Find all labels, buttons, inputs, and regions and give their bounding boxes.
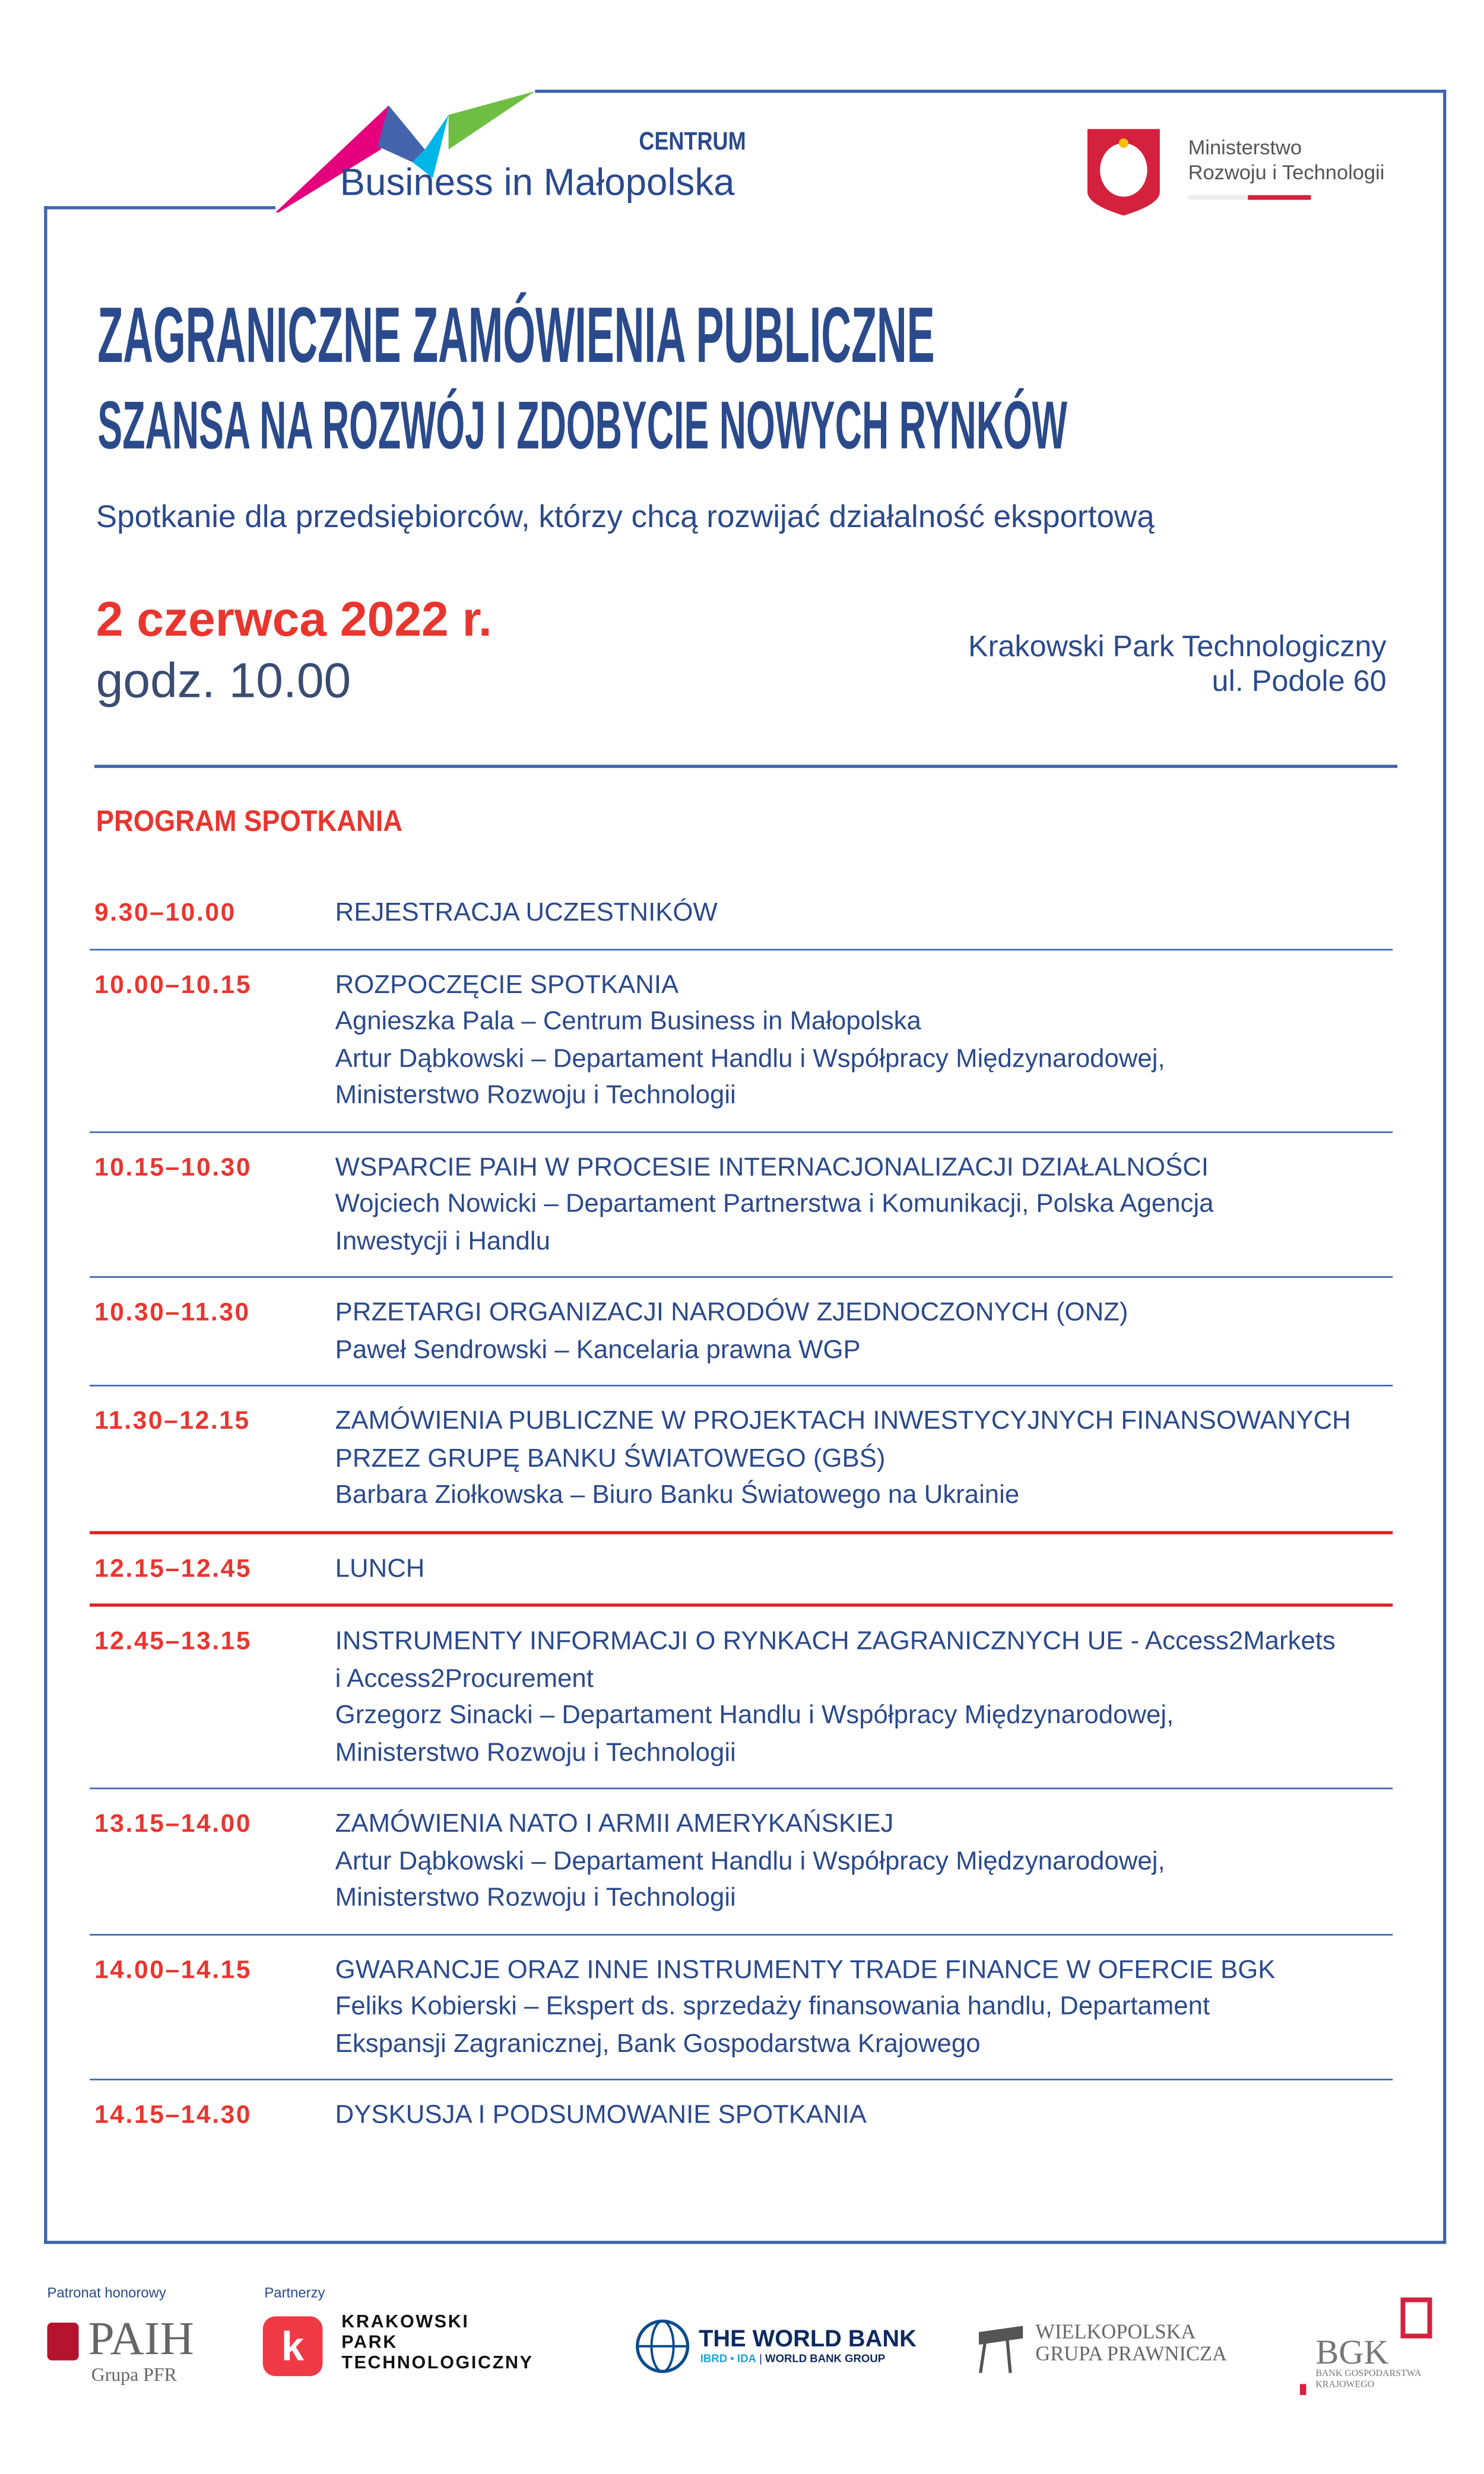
program-item-detail: Wojciech Nowicki – Departament Partnerstwa i Komunikacji, Polska Agencja — [335, 1190, 1214, 1218]
program-description — [335, 1150, 1214, 1261]
program-item-detail: PRZEZ GRUPĘ BANKU ŚWIATOWEGO (GBŚ) — [335, 1444, 886, 1473]
program-description — [335, 1295, 1128, 1369]
frame-left — [44, 206, 47, 2244]
program-item-title: INSTRUMENTY INFORMACJI O RYNKACH ZAGRANICZNYCH UE - Access2Markets — [335, 1627, 1336, 1655]
paih-logo-icon — [47, 2323, 79, 2361]
program-time: 10.15–10.30 — [94, 1154, 252, 1181]
divider — [94, 765, 1397, 767]
program-description — [335, 1624, 1336, 1772]
location-address: ul. Podole 60 — [1212, 665, 1387, 699]
partners-label: Partnerzy — [264, 2285, 325, 2301]
program-item-detail: Artur Dąbkowski – Departament Handlu i Współpracy Międzynarodowej, — [335, 1044, 1165, 1073]
program-item-title: REJESTRACJA UCZESTNIKÓW — [335, 898, 718, 927]
program-item-detail: Barbara Ziołkowska – Biuro Banku Światowego na Ukrainie — [335, 1480, 1020, 1509]
program-item-detail: Ekspansji Zagranicznej, Bank Gospodarstwa Krajowego — [335, 2029, 981, 2058]
ministry-line1: Ministerstwo — [1188, 135, 1302, 159]
wgp-line2: GRUPA PRAWNICZA — [1035, 2341, 1227, 2365]
program-row — [90, 1935, 1393, 2080]
polish-eagle-emblem-icon — [1086, 126, 1161, 217]
patronage-label: Patronat honorowy — [47, 2285, 166, 2301]
ministry-logo-text — [1188, 135, 1385, 186]
program-row — [90, 1132, 1393, 1277]
bgk-line1: BANK GOSPODARSTWA — [1315, 2370, 1422, 2380]
program-item-title: ZAMÓWIENIA NATO I ARMII AMERYKAŃSKIEJ — [335, 1809, 894, 1838]
event-title: ZAGRANICZNE ZAMÓWIENIA PUBLICZNE — [97, 291, 935, 379]
frame-top — [535, 90, 1446, 93]
program-row — [90, 1387, 1393, 1531]
program-description — [335, 1806, 1165, 1917]
flag-white-bar — [1188, 195, 1248, 200]
program-item-detail: Agnieszka Pala – Centrum Business in Małopolska — [335, 1007, 921, 1036]
program-item-title: WSPARCIE PAIH W PROCESIE INTERNACJONALIZACJI DZIAŁALNOŚCI — [335, 1152, 1209, 1181]
event-poster: CENTRUM Business in Małopolska Ministerstwo Rozwoju i Technologii ZAGRANICZNE ZAMÓWIENIA PUBLICZNE SZANSA NA ROZWÓJ I ZDOBYCIE NOWYCH RYNKÓW Spotkanie dla przedsiębiorców, którzy chcą rozwijać działalność eksportową 2 czerwca 2022 r. godz. 10.00 Krakowski Park Technologiczny ul. Podole 60 PROGRAM SPOTKANIA 9.30–10.00 REJESTRACJA UCZESTNIKÓW 10.00–10.15 ROZPOCZĘCIE SPOTKANIA Agnieszka Pala – Centrum Business in Małopolska Artur Dąbkowski – Departament Handlu i Współpracy Międzynarodowej, Ministerstwo Rozwoju i Technologii 10.15–10.30 WSPARCIE PAIH W PROCESIE INTERNACJONALIZACJI DZIAŁALNOŚCI Wojciech Nowicki – Departament Partnerstwa i Komunikacji, Polska Agencja Inwestycji i Handlu 10.30–11.30 PRZETARGI ORGANIZACJI NARODÓW ZJEDNOCZONYCH (ONZ) Paweł Sendrowski – Kancelaria prawna WGP 11.30–12.15 ZAMÓWIENIA PUBLICZNE W PROJEKTACH INWESTYCYJNYCH FINANSOWANYCH PRZEZ GRUPĘ BANKU ŚWIATOWEGO (GBŚ) Barbara Ziołkowska – Biuro Banku Światowego na Ukrainie 12.15–12.45 LUNCH 12.45–13.15 INSTRUMENTY INFORMACJI O RYNKACH ZAGRANICZNYCH UE - Access2Markets i Access2Procurement Grzegorz Sinacki – Departament Handlu i Współpracy Międzynarodowej, Ministerstwo Rozwoju i Technologii 13.15–14.00 ZAMÓWIENIA NATO I ARMII AMERYKAŃSKIEJ Artur Dąbkowski – Departament Handlu i Współpracy Międzynarodowej, Ministerstwo Rozwoju i Technologii 14.00–14.15 GWARANCJE ORAZ INNE INSTRUMENTY TRADE FINANCE W OFERCIE BGK Feliks Kobierski – Ekspert ds. sprzedaży finansowania handlu, Departament Ekspansji Zagranicznej, Bank Gospodarstwa Krajowego 14.15–14.30 DYSKUSJA I PODSUMOWANIE SPOTKANIA Patronat honorowy Partnerzy PAIH Grupa PFR k KRAKOWSKI PARK TECHNOLOGICZNY THE WORLD BANK IBRD • IDA | WORLD BANK GROUP WIELKOPOLSKA GRUPA PRAWNICZA BGK BANK GOSPODARSTWA KRAJOWEGO — [0, 0, 1484, 2474]
program-item-detail: Artur Dąbkowski – Departament Handlu i Współpracy Międzynarodowej, — [335, 1847, 1165, 1875]
program-time: 9.30–10.00 — [94, 900, 236, 927]
bgk-square-icon — [1400, 2298, 1432, 2339]
event-location — [968, 631, 1387, 700]
worldbank-name: THE WORLD BANK — [699, 2326, 917, 2353]
globe-icon — [634, 2316, 690, 2376]
program-heading: PROGRAM SPOTKANIA — [96, 805, 403, 839]
kpt-line1: KRAKOWSKI — [341, 2313, 470, 2332]
program-time: 10.00–10.15 — [94, 972, 252, 999]
frame-right — [1443, 90, 1446, 2244]
program-row — [90, 1530, 1393, 1607]
bgk-red-mark — [1300, 2384, 1307, 2395]
event-hour: godz. 10.00 — [96, 653, 351, 708]
program-description — [335, 2098, 867, 2134]
program-item-detail: Ministerstwo Rozwoju i Technologii — [335, 1883, 736, 1912]
worldbank-ibrd: IBRD • IDA — [700, 2354, 756, 2365]
paih-sub: Grupa PFR — [91, 2363, 177, 2386]
program-item-detail: Ministerstwo Rozwoju i Technologii — [335, 1738, 736, 1766]
ministry-line2: Rozwoju i Technologii — [1188, 160, 1385, 185]
program-row — [90, 1278, 1393, 1387]
kpt-line2: PARK — [341, 2333, 398, 2353]
wgp-gavel-icon — [976, 2316, 1026, 2372]
location-name: Krakowski Park Technologiczny — [968, 631, 1387, 664]
program-time: 12.45–13.15 — [94, 1628, 252, 1655]
program-list — [90, 878, 1393, 2150]
program-item-detail: i Access2Procurement — [335, 1664, 594, 1693]
program-item-detail: Paweł Sendrowski – Kancelaria prawna WGP — [335, 1335, 861, 1364]
worldbank-group: WORLD BANK GROUP — [765, 2354, 886, 2365]
program-row — [90, 2080, 1393, 2151]
program-description — [335, 1952, 1276, 2063]
program-item-detail: Ministerstwo Rozwoju i Technologii — [335, 1081, 736, 1110]
program-item-title: LUNCH — [335, 1553, 425, 1582]
program-item-detail: Feliks Kobierski – Ekspert ds. sprzedaży finansowania handlu, Departament — [335, 1992, 1210, 2021]
program-item-title: PRZETARGI ORGANIZACJI NARODÓW ZJEDNOCZONYCH (ONZ) — [335, 1298, 1128, 1327]
cbm-logo-centrum: CENTRUM — [639, 129, 746, 156]
kpt-line3: TECHNOLOGICZNY — [341, 2354, 534, 2373]
flag-red-bar — [1248, 195, 1311, 200]
program-time: 12.15–12.45 — [94, 1555, 252, 1582]
program-description — [335, 1551, 425, 1588]
program-item-detail: Inwestycji i Handlu — [335, 1226, 550, 1255]
program-time: 14.15–14.30 — [94, 2102, 252, 2129]
program-row — [90, 1607, 1393, 1790]
program-time: 14.00–14.15 — [94, 1956, 252, 1984]
program-item-title: ROZPOCZĘCIE SPOTKANIA — [335, 970, 679, 999]
event-lead: Spotkanie dla przedsiębiorców, którzy chcą rozwijać działalność eksportową — [96, 500, 1155, 535]
kpt-k-icon: k — [263, 2316, 323, 2376]
cbm-logo-name: Business in Małopolska — [340, 162, 735, 205]
program-description — [335, 967, 1165, 1115]
program-time: 13.15–14.00 — [94, 1811, 252, 1838]
bgk-name: BGK — [1315, 2332, 1389, 2372]
bgk-line2: KRAJOWEGO — [1315, 2381, 1375, 2391]
program-description — [335, 895, 718, 932]
program-row — [90, 950, 1393, 1133]
program-time: 10.30–11.30 — [94, 1299, 250, 1327]
paih-name: PAIH — [88, 2313, 194, 2365]
program-item-title: DYSKUSJA I PODSUMOWANIE SPOTKANIA — [335, 2101, 867, 2129]
wgp-line1: WIELKOPOLSKA — [1035, 2319, 1196, 2343]
program-description — [335, 1404, 1351, 1515]
program-item-title: GWARANCJE ORAZ INNE INSTRUMENTY TRADE FINANCE W OFERCIE BGK — [335, 1955, 1276, 1984]
program-item-detail: Grzegorz Sinacki – Departament Handlu i Współpracy Międzynarodowej, — [335, 1701, 1174, 1730]
frame-bottom — [44, 2241, 1446, 2244]
program-row — [90, 878, 1393, 950]
event-subtitle: SZANSA NA ROZWÓJ I ZDOBYCIE NOWYCH RYNKÓW — [97, 388, 1067, 465]
event-date: 2 czerwca 2022 r. — [96, 591, 492, 647]
program-item-title: ZAMÓWIENIA PUBLICZNE W PROJEKTACH INWESTYCYJNYCH FINANSOWANYCH — [335, 1407, 1351, 1435]
program-time: 11.30–12.15 — [94, 1408, 250, 1435]
program-row — [90, 1789, 1393, 1934]
frame-top-left — [44, 206, 275, 209]
